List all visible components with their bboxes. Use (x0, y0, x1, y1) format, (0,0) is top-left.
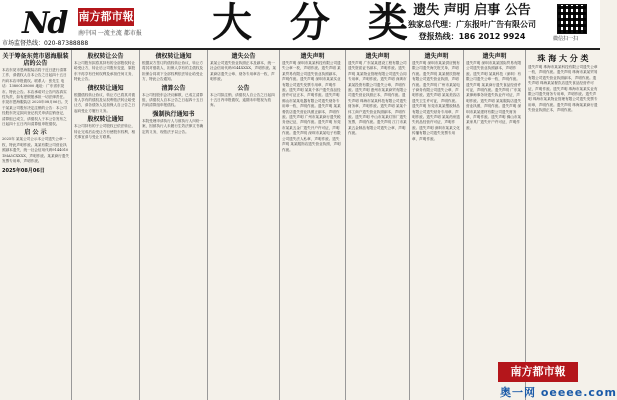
notice-title: 股权转让公告 (87, 53, 124, 60)
header-agent: 独家总代理：广东报叶广告有限公司 (408, 20, 536, 29)
masthead (0, 0, 600, 50)
notice-body: 本院受理申请执行人与被执行人纠纷一案，因被执行人未履行生效法律文书确定的义务，现依法予以公告。 (142, 118, 204, 134)
page-title: 大 分 类 (212, 0, 420, 46)
zhuhai-section-title: 珠 海 大 分 类 (537, 54, 589, 63)
column-9 (526, 50, 600, 400)
notice-body: 遗失声明 深圳市某某科技有限公司遗失公章一枚，声明作废。遗失声明 某某贸易有限公司遗失营业执照副本，声明作废。遗失声明 深圳市某某实业有限公司遗失发票专用章，声明作废。遗失声明 某某个体户遗失食品经营许可证正本，声明作废。遗失声明 佛山市某某电器有限公司遗失财务专用章一枚，声明作废。遗失声明 某某餐饮店遗失营业执照正副本，声明作废。遗失声明 广州市某某商行遗失税务登记证，声明作废。遗失声明 东莞市某某五金厂遗失开户许可证，声明作废。遗失声明 深圳市某某电子有限公司遗失法人私章，声明作废。遗失声明 某某服饰店遗失营业执照，声明作废。 (282, 61, 341, 152)
header-info (392, 3, 552, 42)
notice-title: 强制执行通知书 (152, 110, 195, 118)
notice-title: 遗失声明 (424, 53, 449, 60)
notice-title: 股权转让通知 (87, 116, 124, 124)
notice-body: 遗失声明 广东某某建设工程有限公司遗失资质证书副本，声明作废。遗失声明 某某物业管理有限公司遗失合同专用章，声明作废。遗失声明 深圳市某某投资有限公司遗失公章，声明作废。遗失声明 惠州市某某商贸有限公司遗失营业执照正本，声明作废。遗失声明 珠海市某某科技有限公司遗失财务章，声明作废。遗失声明 某某个体工商户遗失营业执照副本，声明作废。遗失声明 中山市某某灯饰厂遗失发票，声明作废。遗失声明 江门市某某五金制品有限公司遗失公章，声明作废。 (348, 61, 407, 136)
notice-title: 遗失声明 (300, 53, 325, 60)
notice-date: 2025年08月06日 (2, 167, 45, 174)
notice-title: 遗失公告 (231, 53, 256, 60)
qr-caption: 微信扫一扫 (553, 36, 579, 42)
notice-title: 关于筹备东莞市恩海服装店的公告 (2, 53, 69, 67)
column-2 (72, 50, 140, 400)
notice-body: 某某公司遗失营业执照正本及副本，统一社会信用代码9144XXXX，声明作废。某某商店遗失公章、财务专用章各一枚，声明作废。 (210, 61, 277, 82)
notice-title: 启 公 示 (24, 129, 47, 137)
notice-body: 本公司持有的子公司股权已依法转让，转让完成后由受让方行使股东权利，相关事宜请与受让方联系。 (74, 124, 136, 140)
watermark-site: 奥一网 oeeee.com (500, 386, 617, 399)
newspaper-logo-name: 南方都市報 (78, 8, 134, 26)
qr-code-icon (557, 4, 587, 34)
notice-title: 遗失声明 (482, 53, 507, 60)
column-1 (0, 50, 72, 400)
notice-body: 本公司经股东会决议解散，已成立清算组，请债权人自本公告之日起四十五日内向清算组申报债权。 (142, 92, 204, 108)
column-7 (410, 50, 464, 400)
notice-body: 根据债权转让协议，转让方已将其对债务人享有的债权及从权利依法转让给受让方，请各债务人及担保人自公告之日起向受让方履行义务。 (74, 92, 136, 113)
notice-body: 本店东莞市恩海服装店将于近日进行清算工作，请债权人自本公告之日起四十五日内向本店申报债权。联系人：张先生 电话：13800138000 地址：广东省东莞市。特此公告。本店承诺对公告内容真实性负责，如有虚假愿承担一切法律责任。东莞市恩海服装店 2025年08月06日。关于某某公司股东决定注销的公告：本公司经股东决定拟向登记机关申请注销登记，清算组已成立，请债权人于本公告发布之日起四十五日内向清算组申报债权。 (2, 68, 69, 127)
notice-title: 债权转让通知 (87, 84, 124, 92)
classifieds-area (0, 50, 600, 400)
header-phone: 登报热线：186 2012 9924 (418, 32, 526, 41)
notice-body: 本公司拟注销，请债权人自公告之日起四十五日内申报债权，逾期未申报视为放弃。 (210, 92, 275, 108)
column-5 (280, 50, 346, 400)
notice-body: 遗失声明 深圳市某某供应链有限公司遗失海关报关单，声明作废。遗失声明 某某餐饮管理有限公司遗失营业执照，声明作废。遗失声明 广州市某某电子商务有限公司遗失公章，声明作废。遗失声明 某某美容店遗失卫生许可证，声明作废。遗失声明 东莞市某某塑胶制品有限公司遗失财务专用章，声明作废。遗失声明 某某药房遗失药品经营许可证，声明作废。遗失声明 深圳市某某文化传播有限公司遗失发票专用章，声明作废。 (412, 61, 460, 141)
newspaper-slogan: 南中国 一流主流 都市报 (78, 30, 142, 37)
notice-title: 遗失声明 (365, 53, 390, 60)
notice-title: 清算公告 (161, 84, 186, 92)
watermark-brand: 南方都市報 (498, 362, 578, 382)
notice-body: 根据双方签订的债权转让协议，转让方将其对借款人、担保人享有的主债权及担保合同项下全部权利依法转让给受让方，特此公告通知。 (142, 61, 204, 82)
column-4 (208, 50, 280, 400)
supervision-hotline: 市场监督热线：020-87388888 (2, 40, 89, 47)
column-8 (464, 50, 526, 400)
notice-body: 遗失声明 珠海市某某科技有限公司遗失公章一枚，声明作废。遗失声明 珠海市某某贸易有限公司遗失营业执照副本，声明作废。遗失声明 珠海某某餐饮店遗失食品经营许可证，声明作废。遗失声明 珠海市某某实业有限公司遗失财务专用章，声明作废。遗失声明 珠海市某某物业管理有限公司遗失发票专用章，声明作废。遗失声明 珠海某某商行遗失营业执照正本，声明作废。 (528, 65, 598, 113)
watermark (494, 362, 617, 399)
notice-body: 遗失声明 深圳市某某国际贸易有限公司遗失营业执照副本，声明作废。遗失声明 某某科技（深圳）有限公司遗失公章一枚，声明作废。遗失声明 某某商行遗失食品经营许可证，声明作废。遗失声明 广东某某律师事务所遗失执业许可证，声明作废。遗失声明 某某服装店遗失营业执照，声明作废。遗失声明 深圳市某某建材有限公司遗失财务章，声明作废。遗失声明 佛山市某某家具厂遗失开户许可证，声明作废。 (466, 61, 522, 130)
header-categories: 遗失 声明 启事 公告 (413, 3, 531, 18)
notice-body: 本公司股东拟将其持有的全部股权转让给受让方，转让后公司股东变更，原股东不再享有任何权利及承担任何义务，特此公告。 (74, 61, 136, 82)
newspaper-logo-mark: Nd (22, 6, 67, 41)
column-6 (346, 50, 410, 400)
notice-title: 公告 (237, 84, 250, 92)
column-3 (140, 50, 208, 400)
notice-body: 2025年 某某公司公示本公司遗失公章一枚，特此声明作废。某某有限公司营业执照副本遗失，统一社会信用代码91440101MA5CXXXX，声明作废。某某商行遗失发票专用章，声明作废。 (2, 137, 69, 164)
notice-title: 债权转让通知 (155, 53, 192, 60)
